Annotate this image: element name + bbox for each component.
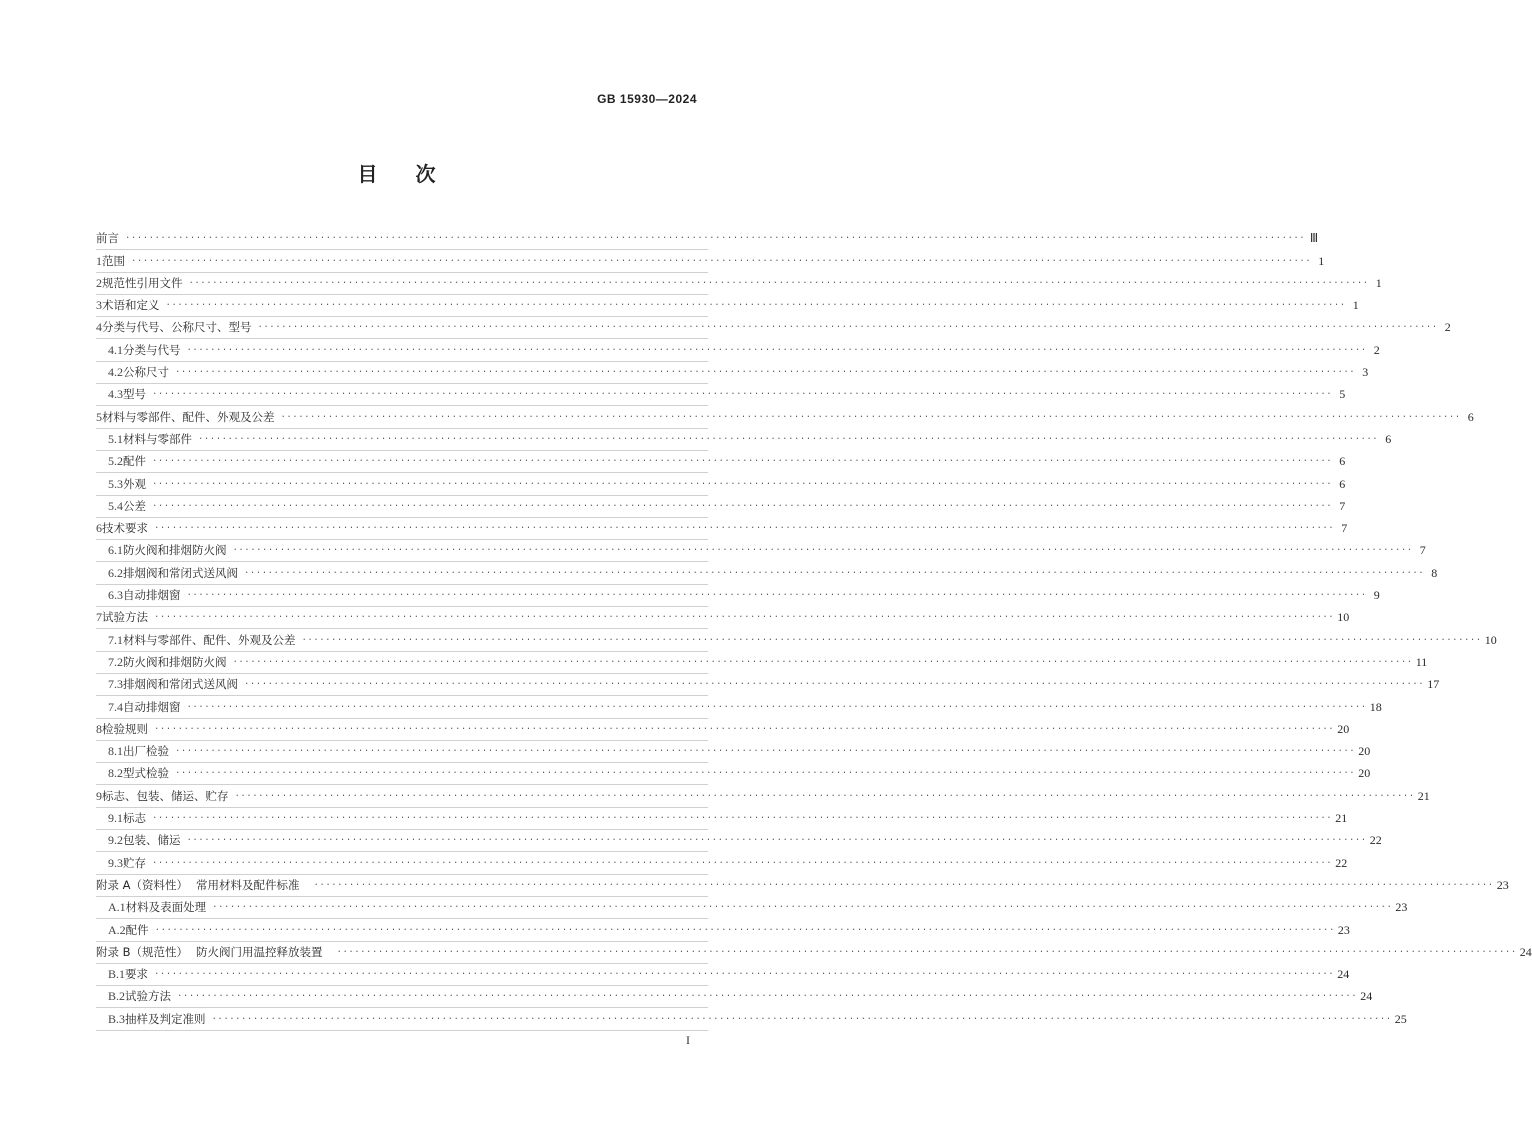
toc-entry-number: 4.2: [108, 365, 123, 380]
toc-entry-number: 4: [96, 320, 102, 335]
toc-entry-page: 8: [1431, 565, 1438, 580]
toc-leader-dots: ········································································································································································································: [165, 300, 1346, 311]
toc-entry-page: 24: [1337, 967, 1350, 982]
toc-entry-label: 术语和定义: [102, 298, 160, 313]
toc-entry-number: 6.1: [108, 543, 123, 558]
toc-entry-page: 20: [1337, 721, 1350, 736]
toc-entry-number: 6: [96, 521, 102, 536]
toc-entry-annex-title: 防火阀门用温控释放装置: [196, 944, 323, 959]
toc-entry-page: 21: [1335, 811, 1348, 826]
toc-entry[interactable]: [96, 585, 1380, 607]
toc-leader-dots: ········································································································································································································: [125, 233, 1306, 244]
toc-entry[interactable]: [96, 496, 1346, 518]
toc-entry-number: 4.3: [108, 387, 123, 402]
toc-entry-page: 10: [1484, 632, 1497, 647]
toc-entry-page: 24: [1360, 989, 1373, 1004]
toc-entry[interactable]: [96, 942, 1532, 964]
toc-entry-number: 5.3: [108, 476, 123, 491]
toc-entry[interactable]: [96, 897, 1408, 919]
toc-entry-label: 分类与代号: [123, 342, 181, 357]
toc-leader-dots: ········································································································································································································: [152, 478, 1333, 489]
toc-leader-dots: ········································································································································································································: [154, 924, 1335, 935]
toc-entry-number: 7.3: [108, 677, 123, 692]
toc-entry-page: 6: [1467, 409, 1474, 424]
toc-entry-number: 5.4: [108, 498, 123, 513]
toc-entry[interactable]: [96, 1008, 1407, 1030]
page-folio: I: [686, 1033, 690, 1047]
toc-entry-number: 5.1: [108, 431, 123, 446]
toc-leader-dots: ········································································································································································································: [313, 879, 1494, 890]
toc-entry-page: 11: [1415, 654, 1428, 669]
toc-leader-dots: ········································································································································································································: [186, 590, 1367, 601]
toc-entry-label: 贮存: [123, 855, 146, 870]
toc-leader-dots: ········································································································································································································: [212, 902, 1393, 913]
toc-entry-page: 20: [1358, 744, 1371, 759]
toc-entry-label: 规范性引用文件: [102, 275, 183, 290]
toc-leader-dots: ········································································································································································································: [186, 344, 1367, 355]
toc-entry-number: 9.1: [108, 811, 123, 826]
toc-leader-dots: ········································································································································································································: [234, 790, 1415, 801]
toc-entry[interactable]: [96, 674, 1440, 696]
toc-entry-page: 5: [1339, 387, 1346, 402]
toc-entry-label: 公称尺寸: [123, 365, 169, 380]
toc-entry-number: A.2: [108, 922, 126, 937]
toc-entry-number: 2: [96, 275, 102, 290]
toc-entry-number: 7.2: [108, 654, 123, 669]
toc-leader-dots: ········································································································································································································: [175, 746, 1356, 757]
toc-title-char: 次: [415, 162, 436, 186]
toc-entry[interactable]: [96, 362, 1369, 384]
toc-entry-label: 防火阀和排烟防火阀: [123, 543, 227, 558]
toc-entry-number: 8: [96, 721, 102, 736]
toc-entry-number: B.1: [108, 967, 126, 982]
toc-entry-number: 5.2: [108, 454, 123, 469]
toc-entry-number: 7.4: [108, 699, 123, 714]
toc-entry[interactable]: [96, 919, 1350, 941]
toc-entry-label: 材料与零部件: [123, 431, 192, 446]
toc-leader-dots: ········································································································································································································: [280, 411, 1461, 422]
toc-entry-label: 分类与代号、公称尺寸、型号: [102, 320, 252, 335]
toc-entry[interactable]: [96, 406, 1474, 428]
toc-entry[interactable]: [96, 250, 1325, 272]
toc-leader-dots: ········································································································································································································: [152, 857, 1333, 868]
table-of-contents: [96, 228, 1532, 1031]
toc-entry-label: 范围: [102, 253, 125, 268]
toc-entry-label: 自动排烟窗: [123, 588, 181, 603]
toc-entry-number: B.3: [108, 1011, 126, 1026]
toc-entry-page: 21: [1417, 788, 1430, 803]
toc-entry-label: 材料与零部件、配件、外观及公差: [102, 409, 275, 424]
toc-entry-label: 附录 A（资料性）: [96, 877, 189, 892]
toc-leader-dots: ········································································································································································································: [152, 389, 1333, 400]
toc-entry-number: B.2: [108, 989, 126, 1004]
toc-entry[interactable]: [96, 629, 1497, 651]
toc-entry[interactable]: [96, 518, 1348, 540]
toc-entry[interactable]: [96, 696, 1382, 718]
toc-entry-label: 检验规则: [102, 721, 148, 736]
toc-entry[interactable]: [96, 384, 1346, 406]
toc-leader-dots: ········································································································································································································: [175, 768, 1356, 779]
toc-leader-dots: ········································································································································································································: [154, 523, 1335, 534]
toc-leader-dots: ········································································································································································································: [177, 991, 1358, 1002]
toc-entry-page: 3: [1362, 365, 1369, 380]
toc-entry-page: 7: [1419, 543, 1426, 558]
toc-entry-number: A.1: [108, 900, 126, 915]
toc-entry-number: 4.1: [108, 342, 123, 357]
toc-entry-page: 6: [1339, 454, 1346, 469]
toc-entry[interactable]: [96, 607, 1350, 629]
toc-entry[interactable]: [96, 339, 1380, 361]
toc-leader-dots: ········································································································································································································: [186, 835, 1367, 846]
toc-entry-number: 6.3: [108, 588, 123, 603]
toc-entry-page: 1: [1375, 275, 1382, 290]
toc-entry[interactable]: [96, 295, 1359, 317]
toc-entry-number: 8.2: [108, 766, 123, 781]
toc-entry-label: 公差: [123, 498, 146, 513]
toc-leader-dots: ········································································································································································································: [152, 456, 1333, 467]
toc-entry[interactable]: [96, 273, 1382, 295]
toc-entry-page: 6: [1339, 476, 1346, 491]
toc-entry-page: 24: [1519, 944, 1532, 959]
toc-entry[interactable]: [96, 830, 1382, 852]
toc-entry-label: 型式检验: [123, 766, 169, 781]
toc-entry-number: 9.2: [108, 833, 123, 848]
toc-entry-label: 试验方法: [125, 989, 172, 1004]
toc-entry-label: 排烟阀和常闭式送风阀: [123, 565, 238, 580]
toc-entry-label: 标志、包装、储运、贮存: [102, 788, 229, 803]
toc-entry-page: Ⅲ: [1309, 231, 1319, 246]
toc-entry[interactable]: [96, 228, 1319, 250]
toc-leader-dots: ········································································································································································································: [244, 679, 1425, 690]
toc-entry-label: 配件: [123, 454, 146, 469]
toc-entry-label: 外观: [123, 476, 146, 491]
toc-leader-dots: ········································································································································································································: [232, 545, 1413, 556]
toc-entry-page: 23: [1337, 922, 1350, 937]
toc-entry-label: 试验方法: [102, 610, 148, 625]
toc-entry-page: 1: [1318, 253, 1325, 268]
standard-number: GB 15930—2024: [597, 92, 697, 106]
toc-leader-dots: ········································································································································································································: [257, 322, 1438, 333]
toc-entry-number: 8.1: [108, 744, 123, 759]
toc-entry-label: 附录 B（规范性）: [96, 944, 189, 959]
toc-entry-label: 配件: [125, 922, 149, 937]
toc-entry-page: 2: [1444, 320, 1451, 335]
toc-entry-number: 6.2: [108, 565, 123, 580]
toc-entry[interactable]: [96, 429, 1392, 451]
toc-entry-number: 9.3: [108, 855, 123, 870]
toc-leader-dots: ········································································································································································································: [154, 612, 1335, 623]
toc-entry[interactable]: [96, 808, 1348, 830]
toc-entry-page: 10: [1337, 610, 1350, 625]
toc-entry-page: 23: [1496, 877, 1509, 892]
toc-entry[interactable]: [96, 875, 1509, 897]
toc-entry[interactable]: [96, 763, 1371, 785]
toc-entry-label: 材料及表面处理: [125, 900, 207, 915]
toc-entry-label: 防火阀和排烟防火阀: [123, 654, 227, 669]
toc-entry[interactable]: [96, 852, 1348, 874]
toc-entry-number: 5: [96, 409, 102, 424]
toc-entry-label: 自动排烟窗: [123, 699, 181, 714]
toc-leader-dots: ········································································································································································································: [152, 813, 1333, 824]
toc-entry-page: 2: [1373, 342, 1380, 357]
toc-entry-page: 25: [1394, 1011, 1407, 1026]
toc-entry-annex-title: 常用材料及配件标准: [196, 877, 300, 892]
toc-entry[interactable]: [96, 317, 1451, 339]
toc-entry-page: 7: [1339, 498, 1346, 513]
toc-leader-dots: ········································································································································································································: [186, 701, 1367, 712]
toc-entry[interactable]: [96, 451, 1346, 473]
toc-entry[interactable]: [96, 785, 1430, 807]
toc-entry-label: 要求: [125, 967, 149, 982]
toc-leader-dots: ········································································································································································································: [154, 723, 1335, 734]
toc-leader-dots: ········································································································································································································: [211, 1013, 1392, 1024]
toc-entry-page: 20: [1358, 766, 1371, 781]
toc-entry-label: 标志: [123, 811, 146, 826]
toc-entry[interactable]: [96, 986, 1373, 1008]
toc-leader-dots: ········································································································································································································: [131, 255, 1312, 266]
toc-entry[interactable]: [96, 562, 1438, 584]
toc-entry-page: 22: [1335, 855, 1348, 870]
toc-title-char: 目: [357, 162, 378, 186]
toc-entry-label: 排烟阀和常闭式送风阀: [123, 677, 238, 692]
toc-entry-label: 技术要求: [102, 521, 148, 536]
toc-leader-dots: ········································································································································································································: [188, 277, 1369, 288]
toc-entry[interactable]: [96, 964, 1350, 986]
toc-title: [0, 158, 793, 187]
toc-entry-page: 6: [1385, 431, 1392, 446]
toc-entry-number: 9: [96, 788, 102, 803]
toc-entry-label: 包装、储运: [123, 833, 181, 848]
toc-leader-dots: ········································································································································································································: [301, 634, 1482, 645]
toc-entry-number: 7.1: [108, 632, 123, 647]
toc-entry-page: 9: [1373, 588, 1380, 603]
toc-entry-label: 型号: [123, 387, 146, 402]
toc-leader-dots: ········································································································································································································: [175, 367, 1356, 378]
toc-entry-label: 材料与零部件、配件、外观及公差: [123, 632, 296, 647]
toc-leader-dots: ········································································································································································································: [198, 433, 1379, 444]
toc-leader-dots: ········································································································································································································: [154, 969, 1335, 980]
toc-entry-page: 22: [1369, 833, 1382, 848]
toc-entry-page: 18: [1369, 699, 1382, 714]
toc-leader-dots: ········································································································································································································: [232, 656, 1413, 667]
toc-entry[interactable]: [96, 473, 1346, 495]
toc-entry[interactable]: [96, 719, 1350, 741]
toc-entry-number: 7: [96, 610, 102, 625]
toc-entry-page: 7: [1341, 521, 1348, 536]
toc-entry[interactable]: [96, 741, 1371, 763]
toc-entry-label: 出厂检验: [123, 744, 169, 759]
toc-entry-page: 1: [1352, 298, 1359, 313]
toc-entry-label: 抽样及判定准则: [125, 1011, 206, 1026]
toc-entry[interactable]: [96, 540, 1426, 562]
toc-entry-number: 1: [96, 253, 102, 268]
toc-entry-page: 23: [1395, 900, 1408, 915]
toc-leader-dots: ········································································································································································································: [336, 946, 1517, 957]
toc-entry-label: 前言: [96, 231, 119, 246]
toc-entry-page: 17: [1427, 677, 1440, 692]
toc-entry-number: 3: [96, 298, 102, 313]
toc-leader-dots: ········································································································································································································: [244, 567, 1425, 578]
toc-leader-dots: ········································································································································································································: [152, 500, 1333, 511]
toc-entry[interactable]: [96, 652, 1428, 674]
